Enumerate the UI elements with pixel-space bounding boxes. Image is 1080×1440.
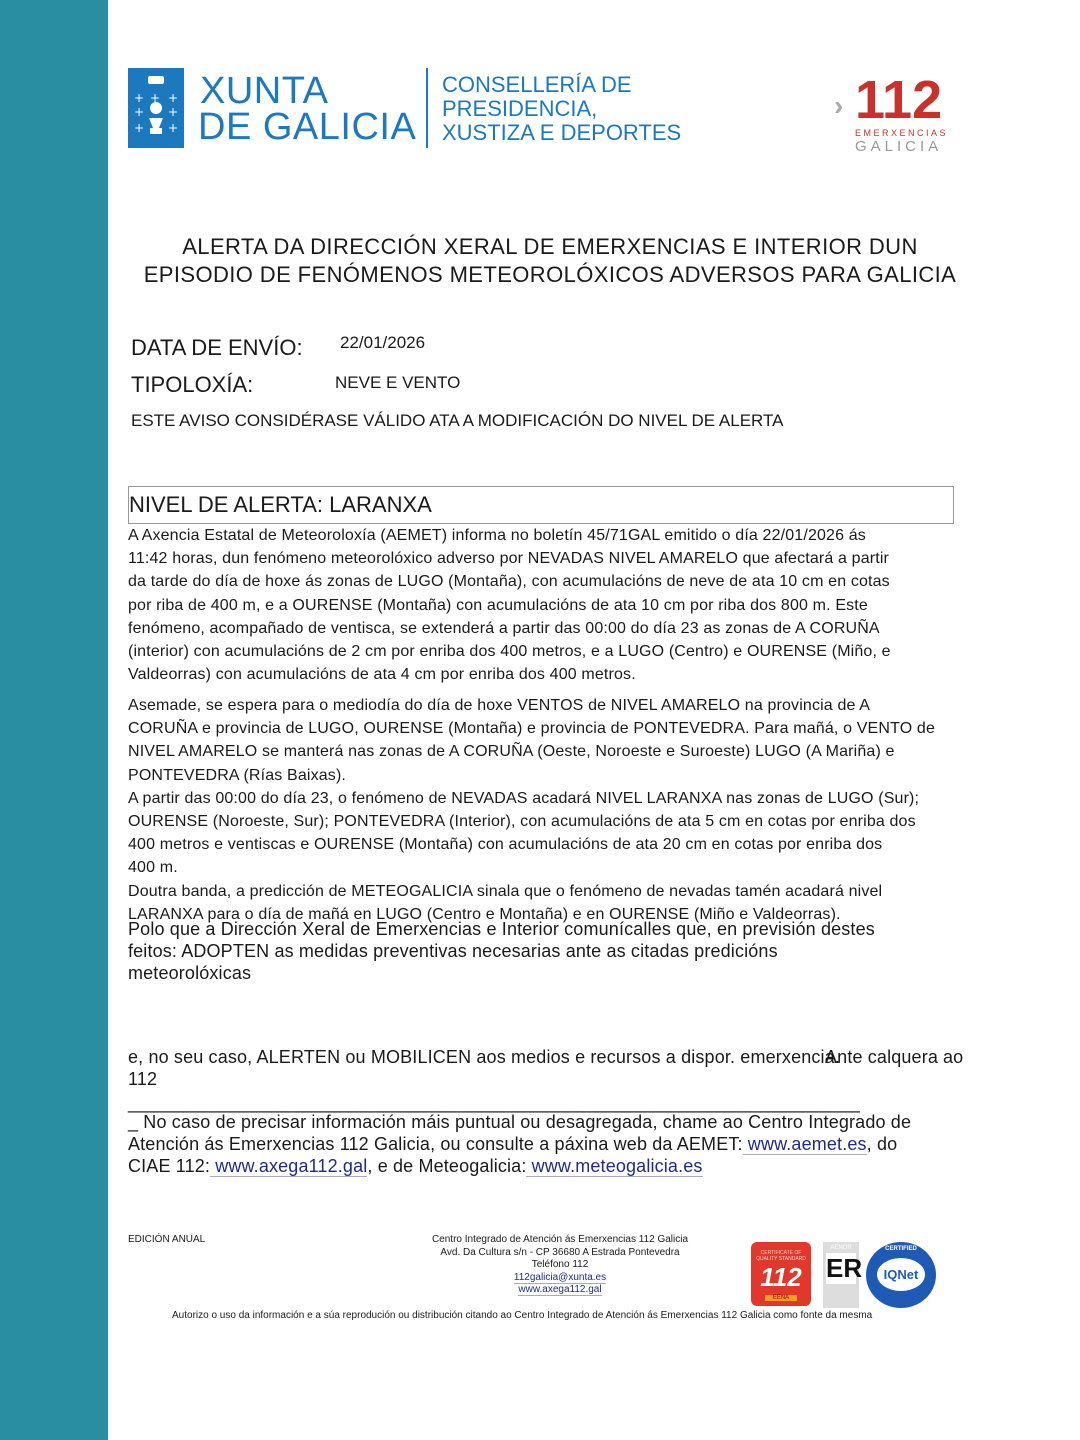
aemet-link[interactable]: www.aemet.es (742, 1134, 867, 1154)
phone: Teléfono 112 (531, 1259, 589, 1270)
document-title-line: EPISODIO DE FENÓMENOS METEOROLÓXICOS ADVERSOS PARA GALICIA (143, 262, 957, 287)
badge-text: EENA (765, 1295, 797, 1301)
paragraph-4-line1 (128, 1046, 840, 1068)
text-line: (interior) con acumulacións de 2 cm por enriba dos 400 metros, e a LUGO (Centro) e OURENSE (Miño, e (128, 643, 891, 661)
text-line: Doutra banda, a predicción de METEOGALICIA sinala que o fenómeno de nevadas tamén acadará nivel (128, 882, 883, 900)
text-line: 11:42 horas, dun fenómeno meteorolóxico adverso por NEVADAS NIVEL AMARELO que afectará a partir (128, 550, 890, 568)
paragraph-4-line2: 112 (128, 1069, 158, 1089)
svg-text:+: + (168, 121, 179, 135)
text-line: Asemade, se espera para o mediodía do día de hoxe VENTOS de NIVEL AMARELO na provincia de A (128, 697, 871, 714)
text-line: CORUÑA e provincia de LUGO, OURENSE (Montaña) e provincia de PONTEVEDRA. Para mañá, o VENTO de (128, 720, 935, 738)
alert-level-box: NIVEL DE ALERTA: LARANXA (128, 486, 954, 524)
conselleria-line: PRESIDENCIA, (442, 96, 598, 121)
badge-text: 112 (760, 1262, 802, 1292)
iqnet-badge (866, 1242, 936, 1308)
conselleria-line: XUSTIZA E DEPORTES (442, 120, 682, 145)
edition-label: EDICIÓN ANUAL (128, 1234, 206, 1245)
separator: _______________________________________________________________________ (128, 1093, 861, 1113)
text-line: fenómeno, acompañado de ventisca, se extenderá a partir das 00:00 do día 23 as zonas de A CORUÑA (128, 619, 880, 637)
web-link[interactable]: www.axega112.gal (518, 1284, 602, 1295)
text-line: por riba de 400 m, e a OURENSE (Montaña) con acumulacións de ata 10 cm por riba dos 800 m. Este (128, 596, 868, 614)
text: CIAE 112: (128, 1156, 211, 1176)
svg-text:+: + (134, 91, 145, 105)
text-line: OURENSE (Noroeste, Sur); PONTEVEDRA (Interior), con acumulacións de ata 5 cm en cotas por enriba dos (128, 813, 916, 831)
badge-text: CERTIFICATE OF QUALITY STANDARD (756, 1250, 806, 1262)
info-line (128, 1155, 911, 1177)
text-line: feitos: ADOPTEN as medidas preventivas necesarias ante as citadas predicións (128, 941, 778, 961)
svg-text:+: + (134, 121, 145, 135)
footer-contact (380, 1234, 740, 1297)
chevron-right-icon: › (834, 90, 844, 121)
logo-112-sub1: EMERXENCIAS (855, 128, 949, 138)
sidebar-band (0, 0, 108, 1440)
disclaimer: Autorizo o uso da información e a súa reprodución ou distribución citando ao Centro Integrado de Atención ás Emerxencias 112 Galicia como fonte da mesma (172, 1310, 873, 1321)
text-line: A partir das 00:00 do día 23, o fenómeno de NEVADAS acadará NIVEL LARANXA nas zonas de LUGO (Sur); (128, 789, 920, 807)
text: , do (866, 1134, 898, 1154)
badge-text: CERTIFIED (885, 1246, 917, 1252)
svg-text:+: + (168, 91, 179, 105)
svg-text:+: + (134, 105, 145, 119)
divider (426, 68, 428, 148)
text-line: 400 m. (128, 859, 178, 877)
svg-text:+: + (150, 91, 161, 105)
axega-link[interactable]: www.axega112.gal (210, 1156, 368, 1176)
type-label: TIPOLOXÍA: (131, 372, 254, 397)
text-line: A Axencia Estatal de Meteoroloxía (AEMET) informa no boletín 45/71GAL emitido o día 22/01/2026 ás (128, 527, 866, 544)
text-line: Polo que a Dirección Xeral de Emerxencias e Interior comunícalles que, en previsión destes (128, 919, 875, 939)
email-link[interactable]: 112galicia@xunta.es (513, 1271, 607, 1283)
xunta-line1: XUNTA (200, 70, 329, 112)
validity-note: ESTE AVISO CONSIDÉRASE VÁLIDO ATA A MODIFICACIÓN DO NIVEL DE ALERTA (131, 411, 784, 430)
overlap-tail: ao (943, 1047, 964, 1067)
xunta-line2: DE GALICIA (198, 106, 417, 148)
text-line: PONTEVEDRA (Rías Baixas). (128, 766, 347, 784)
paragraph-1 (128, 524, 891, 686)
info-block (128, 1111, 911, 1177)
logo-112: 112 (855, 70, 943, 130)
text-line: meteorolóxicas (128, 963, 252, 983)
date-label: DATA DE ENVÍO: (131, 335, 303, 360)
conselleria-line: CONSELLERÍA DE (442, 72, 632, 97)
center-name: Centro Integrado de Atención ás Emerxencias 112 Galicia (431, 1234, 689, 1245)
text-line: 400 metros e ventiscas e OURENSE (Montaña) con acumulacións de ata 20 cm en cotas por enriba dos (128, 836, 883, 854)
meteogalicia-link[interactable]: www.meteogalicia.es (526, 1156, 703, 1176)
text-line: LARANXA para o día de mañá en LUGO (Centro e Montaña) e en OURENSE (Miño e Valdeorras). (128, 905, 841, 923)
paragraph-3 (128, 918, 875, 984)
info-line (128, 1133, 911, 1155)
aenor-badge (823, 1242, 863, 1308)
badge-text: IQNet (877, 1258, 925, 1291)
svg-text:+: + (168, 105, 179, 119)
overlap-text: Ante calquera (825, 1047, 939, 1067)
date-value: 22/01/2026 (340, 333, 426, 352)
paragraph-2 (128, 694, 935, 926)
text: Atención ás Emerxencias 112 Galicia, ou consulte a páxina web da AEMET: (128, 1134, 743, 1154)
address: Avd. Da Cultura s/n - CP 36680 A Estrada Pontevedra (440, 1246, 680, 1258)
xunta-crest-logo (128, 68, 184, 148)
text: , e de Meteogalicia: (367, 1156, 527, 1176)
quality-112-badge (751, 1242, 811, 1306)
info-line: _ No caso de precisar información máis puntual ou desagregada, chame ao Centro Integrado de (128, 1112, 912, 1132)
logo-112-sub2: GALICIA (855, 138, 943, 155)
text: e, no seu caso, ALERTEN ou MOBILICEN aos medios e recursos a dispor. emerxencia. (128, 1047, 840, 1067)
text-line: da tarde do día de hoxe ás zonas de LUGO (Montaña), con acumulacións de neve de ata 10 cm en cotas (128, 573, 890, 591)
badge-text: ER (826, 1253, 863, 1283)
document-title-line: ALERTA DA DIRECCIÓN XERAL DE EMERXENCIAS E INTERIOR DUN (182, 234, 918, 259)
paragraph-4 (128, 1046, 840, 1090)
type-value: NEVE E VENTO (335, 373, 461, 392)
text-line: NIVEL AMARELO se manterá nas zonas de A CORUÑA (Oeste, Noroeste e Suroeste) LUGO (A Mariña) e (128, 743, 895, 761)
badge-text: AENOR (830, 1245, 852, 1251)
text-line: Valdeorras) con acumulacións de ata 4 cm por enriba dos 400 metros. (128, 666, 636, 684)
